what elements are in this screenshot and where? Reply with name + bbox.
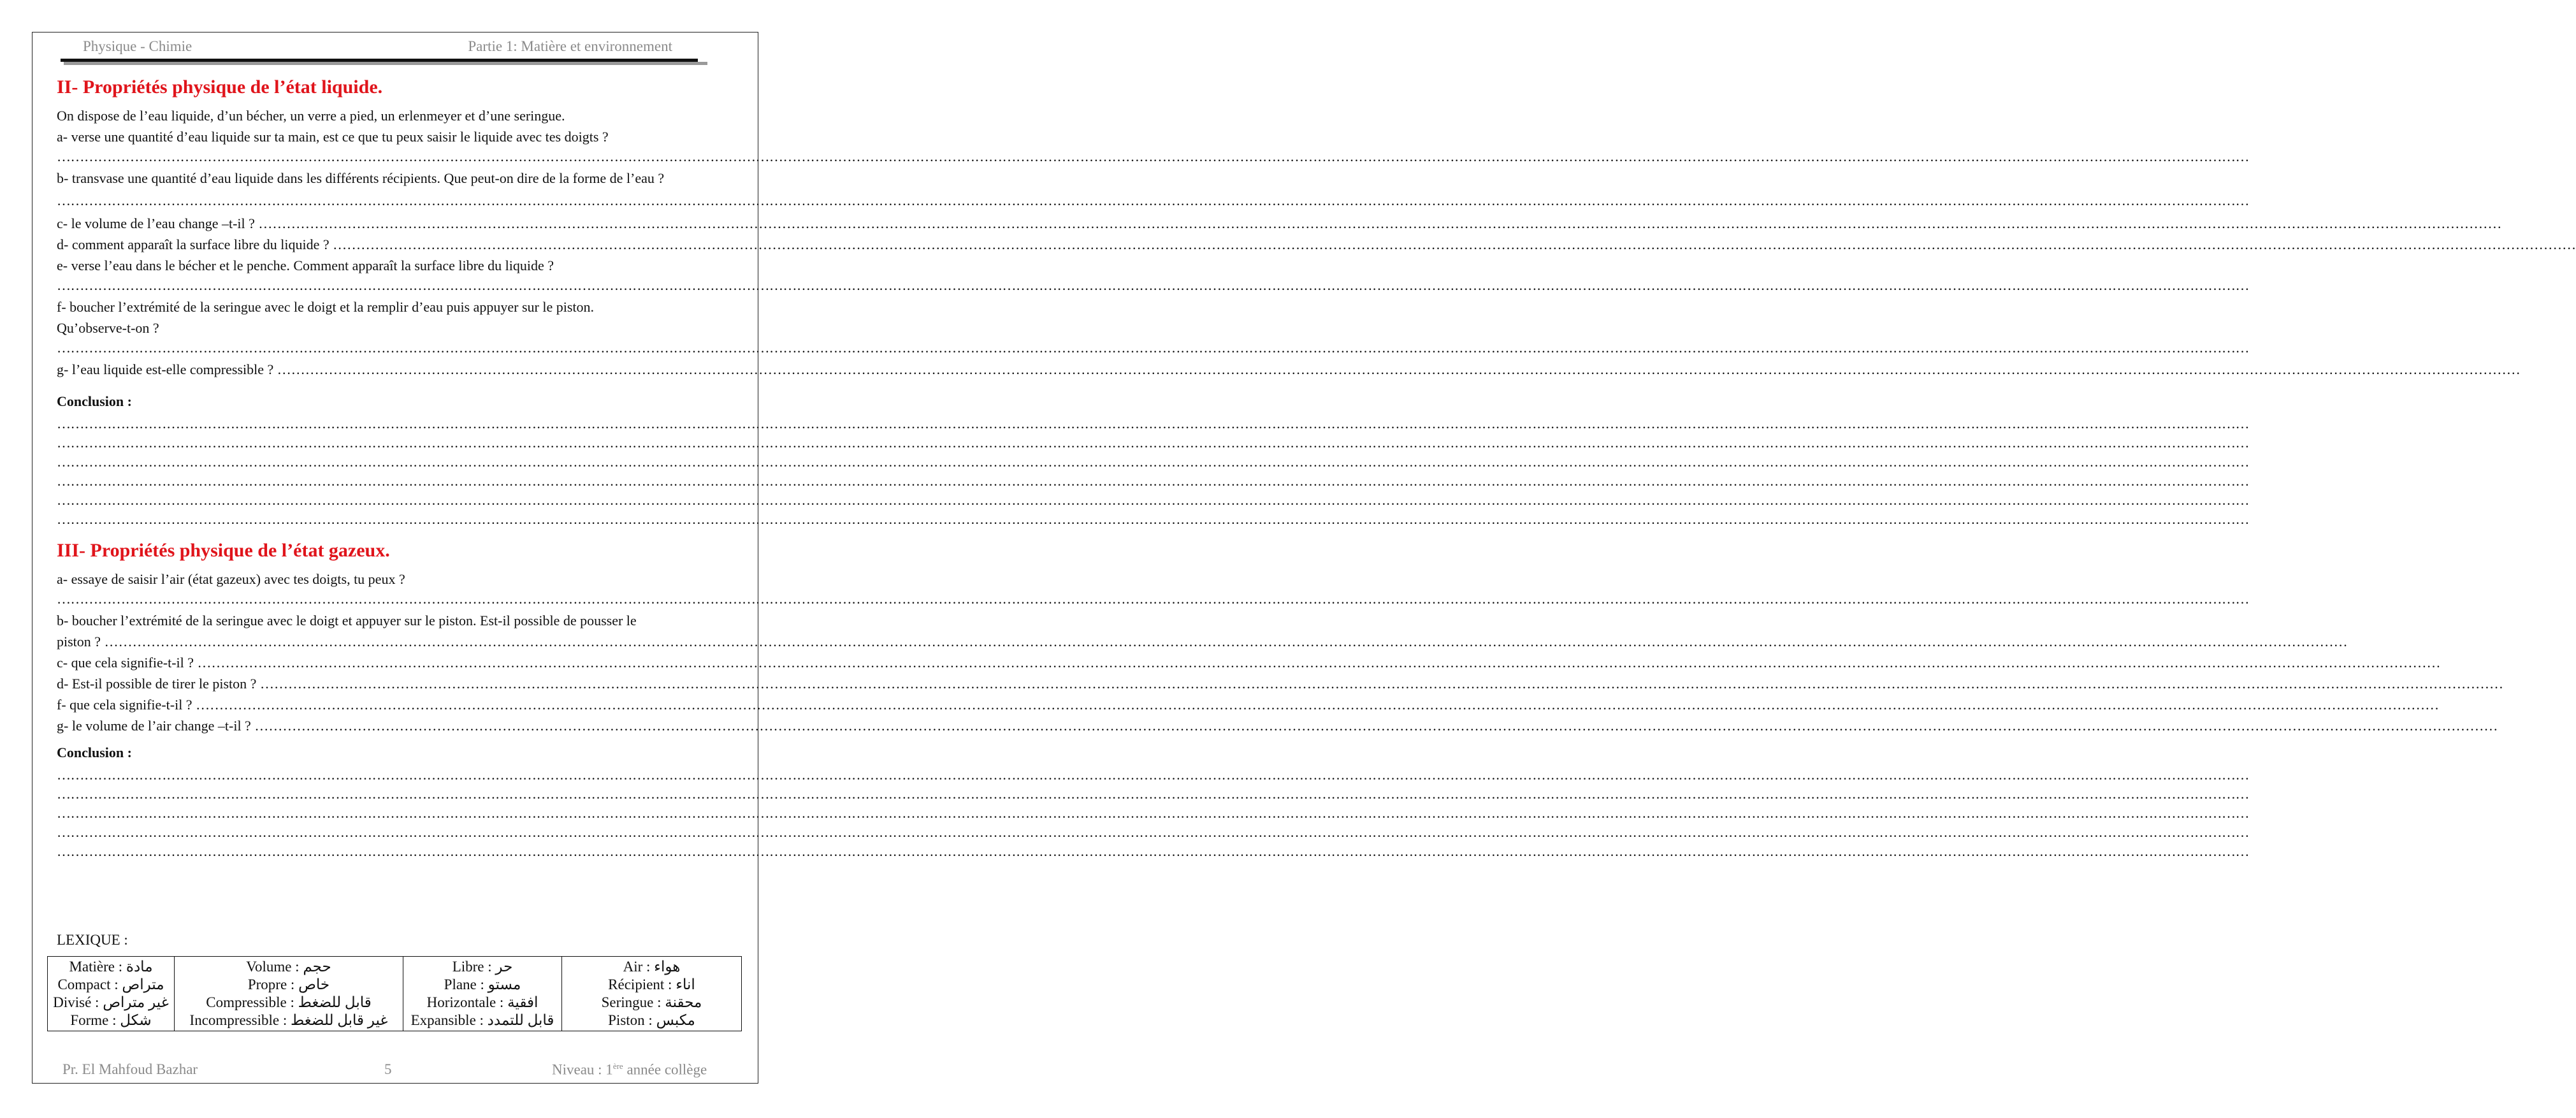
answer-line[interactable]: ………………………………………………………………………………………………………………………………………………………………………………………………………………………………………………………………………………………………………………………………………………………………………………………………………………………………………… (197, 655, 2441, 671)
lexique-term: Volume : حجم (246, 959, 331, 975)
conclusion-line[interactable]: ………………………………………………………………………………………………………………………………………………………………………………………………………………………………………………………………………………………………………………………………………………………………………………………………………………………………………… (57, 786, 2249, 802)
question-2g: g- l’eau liquide est-elle compressible ? (57, 361, 274, 377)
conclusion-line[interactable]: ………………………………………………………………………………………………………………………………………………………………………………………………………………………………………………………………………………………………………………………………………………………………………………………………………………………………………… (57, 435, 2249, 451)
question-3g-line (57, 715, 2498, 736)
section3-conclusion-label: Conclusion : (57, 744, 132, 760)
lexique-row (48, 957, 742, 1031)
question-3b-part1: b- boucher l’extrémité de la seringue avec le doigt et appuyer sur le piston. Est-il possible de pousser le (57, 613, 637, 628)
conclusion-line[interactable]: ………………………………………………………………………………………………………………………………………………………………………………………………………………………………………………………………………………………………………………………………………………………………………………………………………………………………………… (57, 767, 2249, 783)
footer-page-number: 5 (384, 1061, 392, 1077)
question-3f: f- que cela signifie-t-il ? (57, 697, 192, 713)
footer-level-prefix: Niveau : 1 (552, 1061, 613, 1078)
question-2c: c- le volume de l’eau change –t-il ? (57, 215, 255, 231)
question-2d-line (57, 234, 2576, 255)
question-2b: b- transvase une quantité d’eau liquide dans les différents récipients. Que peut-on dire de la forme de l’eau ? (57, 170, 665, 186)
answer-line[interactable]: ………………………………………………………………………………………………………………………………………………………………………………………………………………………………………………………………………………………………………………………………………………………………………………………………………………………………………… (57, 277, 2249, 293)
answer-line[interactable]: ………………………………………………………………………………………………………………………………………………………………………………………………………………………………………………………………………………………………………………………………………………………………………………………………………………………………………… (259, 676, 2503, 692)
question-3c: c- que cela signifie-t-il ? (57, 655, 194, 671)
question-2c-line (57, 213, 2502, 234)
question-3a: a- essaye de saisir l’air (état gazeux) avec tes doigts, tu peux ? (57, 571, 405, 587)
lexique-col-1 (48, 957, 175, 1031)
lexique-term: Expansible : قابل للتمدد (410, 1012, 554, 1028)
question-3d-line (57, 673, 2503, 694)
lexique-term: Piston : مكبس (608, 1012, 695, 1028)
lexique-term: Horizontale : افقية (426, 994, 539, 1010)
question-3b-line (57, 631, 2348, 652)
question-3b-part2: piston ? (57, 634, 101, 650)
lexique-term: Récipient : اناء (608, 976, 695, 992)
section2-conclusion-label: Conclusion : (57, 393, 132, 409)
question-3f-line (57, 694, 2440, 715)
answer-line[interactable]: ………………………………………………………………………………………………………………………………………………………………………………………………………………………………………………………………………………………………………………………………………………………………………………………………………………………………………… (57, 149, 2249, 164)
answer-line[interactable]: ………………………………………………………………………………………………………………………………………………………………………………………………………………………………………………………………………………………………………………………………………………………………………………………………………………………………………… (57, 192, 2249, 208)
lexique-term: Forme : شكل (70, 1012, 152, 1028)
header-part: Partie 1: Matière et environnement (468, 38, 672, 54)
header-subject: Physique - Chimie (83, 38, 192, 54)
question-2a: a- verse une quantité d’eau liquide sur ta main, est ce que tu peux saisir le liquide avec tes doigts ? (57, 129, 609, 145)
section2-title: II- Propriétés physique de l’état liquide. (57, 76, 383, 98)
answer-line[interactable]: ………………………………………………………………………………………………………………………………………………………………………………………………………………………………………………………………………………………………………………………………………………………………………………………………………………………………………… (277, 361, 2521, 377)
answer-line[interactable]: ………………………………………………………………………………………………………………………………………………………………………………………………………………………………………………………………………………………………………………………………………………………………………………………………………………………………………… (254, 718, 2498, 734)
answer-line[interactable]: ………………………………………………………………………………………………………………………………………………………………………………………………………………………………………………………………………………………………………………………………………………………………………………………………………………………………………… (57, 591, 2249, 607)
lexique-term: Plane : مستو (444, 976, 521, 992)
lexique-title: LEXIQUE : (57, 932, 128, 948)
question-2d: d- comment apparaît la surface libre du liquide ? (57, 236, 329, 252)
conclusion-line[interactable]: ………………………………………………………………………………………………………………………………………………………………………………………………………………………………………………………………………………………………………………………………………………………………………………………………………………………………………… (57, 511, 2249, 527)
footer-author: Pr. El Mahfoud Bazhar (62, 1061, 198, 1077)
section2-intro: On dispose de l’eau liquide, d’un bécher, un verre a pied, un erlenmeyer et d’une seringue. (57, 108, 565, 124)
lexique-col-2 (175, 957, 403, 1031)
answer-line[interactable]: ………………………………………………………………………………………………………………………………………………………………………………………………………………………………………………………………………………………………………………………………………………………………………………………………………………………………………… (333, 236, 2576, 252)
conclusion-line[interactable]: ………………………………………………………………………………………………………………………………………………………………………………………………………………………………………………………………………………………………………………………………………………………………………………………………………………………………………… (57, 454, 2249, 470)
conclusion-line[interactable]: ………………………………………………………………………………………………………………………………………………………………………………………………………………………………………………………………………………………………………………………………………………………………………………………………………………………………………… (57, 492, 2249, 508)
lexique-term: Libre : حر (452, 959, 513, 975)
lexique-term: Propre : خاص (247, 976, 330, 992)
conclusion-line[interactable]: ………………………………………………………………………………………………………………………………………………………………………………………………………………………………………………………………………………………………………………………………………………………………………………………………………………………………………… (57, 805, 2249, 821)
footer-level-suffix: année collège (623, 1061, 707, 1078)
lexique-term: Seringue : محقنة (601, 994, 702, 1010)
question-3g: g- le volume de l’air change –t-il ? (57, 718, 251, 734)
answer-line[interactable]: ………………………………………………………………………………………………………………………………………………………………………………………………………………………………………………………………………………………………………………………………………………………………………………………………………………………………………… (258, 215, 2502, 231)
lexique-term: Incompressible : غير قابل للضغط (189, 1012, 388, 1028)
question-2f-part1: f- boucher l’extrémité de la seringue avec le doigt et la remplir d’eau puis appuyer sur le piston. (57, 299, 595, 315)
question-2g-line (57, 359, 2521, 380)
lexique-term: Matière : مادة (69, 959, 153, 975)
header-rule (61, 59, 698, 62)
conclusion-line[interactable]: ………………………………………………………………………………………………………………………………………………………………………………………………………………………………………………………………………………………………………………………………………………………………………………………………………………………………………… (57, 843, 2249, 859)
question-2f-part2: Qu’observe-t-on ? (57, 320, 159, 336)
question-2e: e- verse l’eau dans le bécher et le penche. Comment apparaît la surface libre du liquide ? (57, 258, 554, 273)
conclusion-line[interactable]: ………………………………………………………………………………………………………………………………………………………………………………………………………………………………………………………………………………………………………………………………………………………………………………………………………………………………………… (57, 416, 2249, 432)
conclusion-line[interactable]: ………………………………………………………………………………………………………………………………………………………………………………………………………………………………………………………………………………………………………………………………………………………………………………………………………………………………………… (57, 824, 2249, 840)
answer-line[interactable]: ………………………………………………………………………………………………………………………………………………………………………………………………………………………………………………………………………………………………………………………………………………………………………………………………………………………………………… (104, 634, 2348, 650)
lexique-term: Compressible : قابل للضغط (206, 994, 372, 1010)
question-3c-line (57, 652, 2441, 673)
header-shadow-rule (64, 62, 707, 65)
lexique-col-3 (403, 957, 562, 1031)
answer-line[interactable]: ………………………………………………………………………………………………………………………………………………………………………………………………………………………………………………………………………………………………………………………………………………………………………………………………………………………………………… (57, 340, 2249, 356)
lexique-col-4 (562, 957, 742, 1031)
question-3d: d- Est-il possible de tirer le piston ? (57, 676, 257, 692)
section3-title: III- Propriétés physique de l’état gazeux. (57, 540, 390, 561)
footer-level (552, 1061, 707, 1078)
lexique-term: Compact : متراص (57, 976, 164, 992)
lexique-table (47, 956, 742, 1031)
footer-level-sup: ère (612, 1061, 623, 1071)
worksheet-content (57, 73, 2576, 861)
lexique-term: Divisé : غير متراص (53, 994, 169, 1010)
answer-line[interactable]: ………………………………………………………………………………………………………………………………………………………………………………………………………………………………………………………………………………………………………………………………………………………………………………………………………………………………………… (196, 697, 2440, 713)
conclusion-line[interactable]: ………………………………………………………………………………………………………………………………………………………………………………………………………………………………………………………………………………………………………………………………………………………………………………………………………………………………………… (57, 473, 2249, 489)
lexique-term: Air : هواء (623, 959, 681, 975)
